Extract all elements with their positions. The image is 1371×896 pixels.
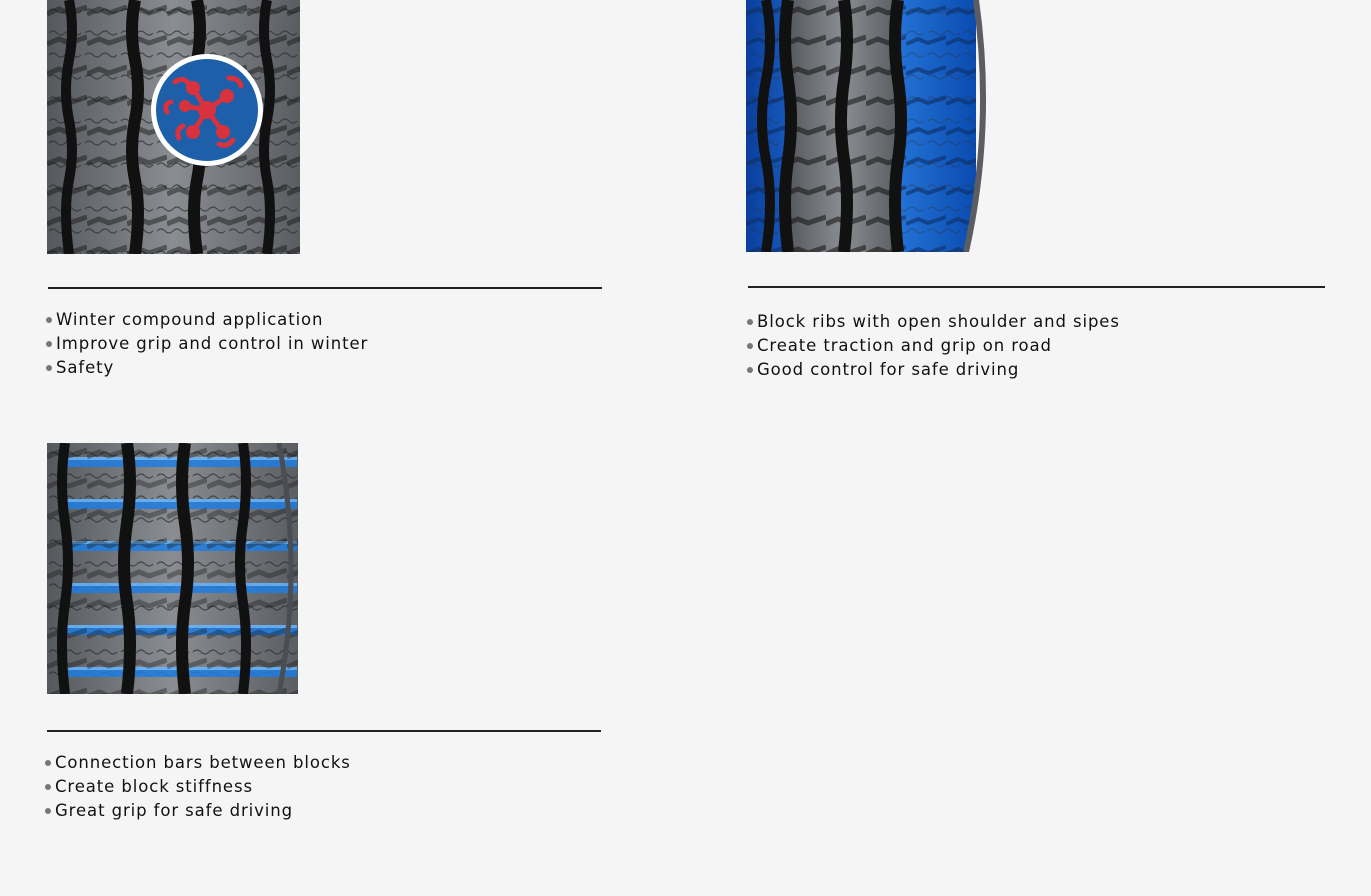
list-item: Create block stiffness — [45, 775, 351, 799]
feature-bullet-list — [46, 308, 368, 380]
list-item: Block ribs with open shoulder and sipes — [747, 310, 1120, 334]
tread-with-compound-molecule-icon — [47, 0, 300, 254]
list-item: Improve grip and control in winter — [46, 332, 368, 356]
tread-blue-connection-bars-icon — [47, 443, 298, 694]
compound-molecule-icon — [151, 54, 263, 166]
list-item: Winter compound application — [46, 308, 368, 332]
divider — [748, 286, 1325, 288]
list-item: Safety — [46, 356, 368, 380]
list-item: Good control for safe driving — [747, 358, 1120, 382]
divider — [47, 730, 601, 732]
tread-blue-shoulder-ribs-icon — [746, 0, 1000, 252]
divider — [48, 287, 602, 289]
feature-bullet-list — [747, 310, 1120, 382]
list-item: Great grip for safe driving — [45, 799, 351, 823]
list-item: Connection bars between blocks — [45, 751, 351, 775]
feature-bullet-list — [45, 751, 351, 823]
list-item: Create traction and grip on road — [747, 334, 1120, 358]
